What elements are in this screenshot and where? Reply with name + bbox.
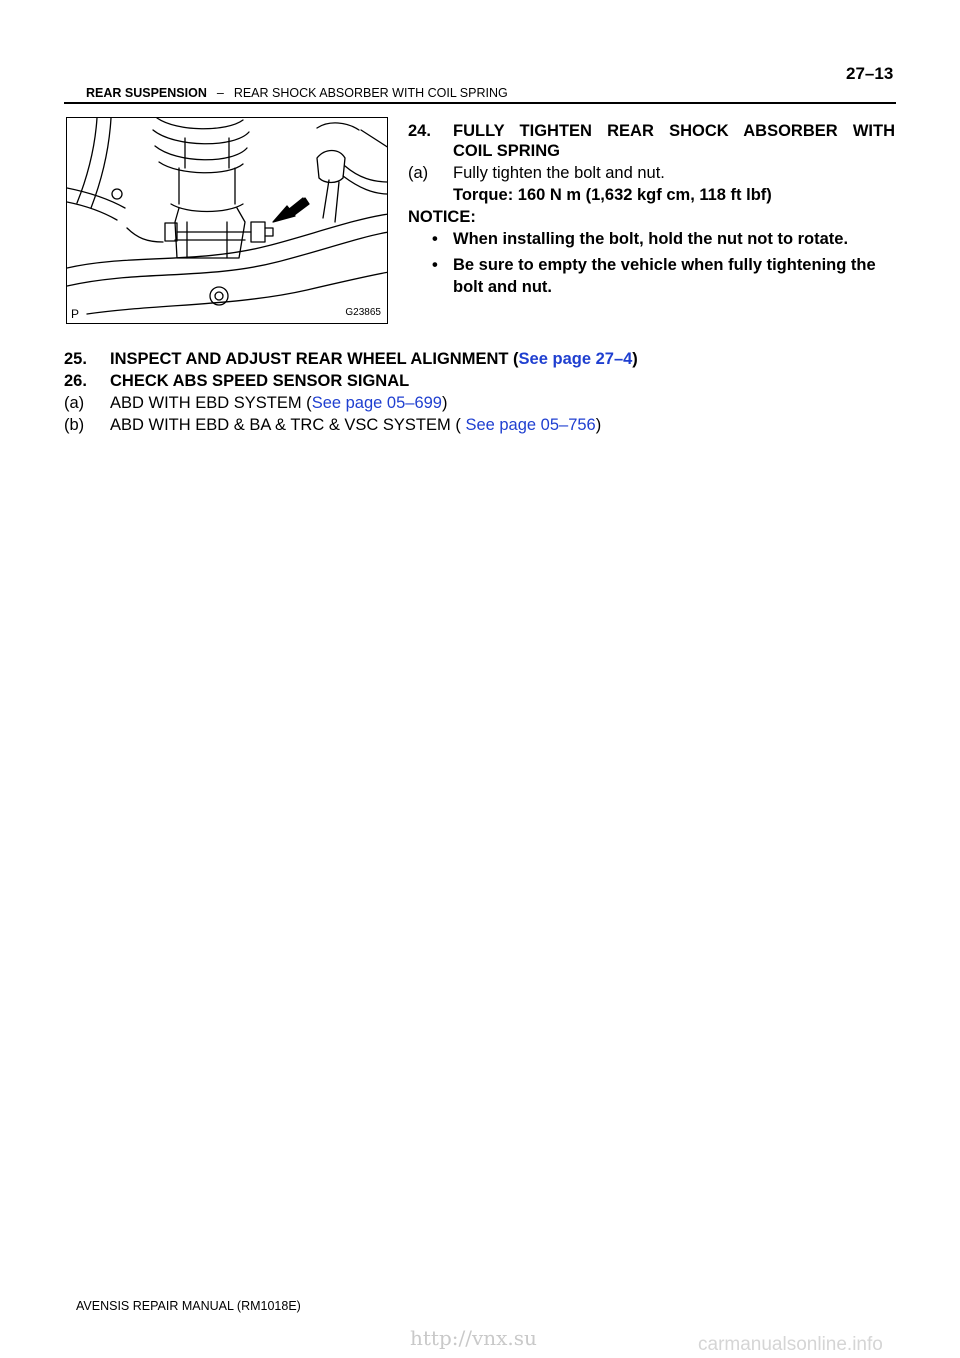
link-page-05-699[interactable]: See page 05–699	[311, 394, 442, 412]
step-25-number: 25.	[64, 350, 87, 368]
torque-spec: Torque: 160 N m (1,632 kgf cm, 118 ft lbf)	[453, 186, 772, 204]
step-25-text: INSPECT AND ADJUST REAR WHEEL ALIGNMENT (	[110, 350, 519, 368]
step-24-title-line2: COIL SPRING	[453, 142, 560, 160]
subsection-title: REAR SHOCK ABSORBER WITH COIL SPRING	[233, 86, 508, 100]
notice-bullet-2-line1: Be sure to empty the vehicle when fully tightening the	[453, 256, 876, 274]
link-page-05-756[interactable]: See page 05–756	[465, 416, 596, 434]
step-26b-line	[110, 416, 601, 435]
notice-label: NOTICE:	[408, 208, 476, 226]
step-24-number: 24.	[408, 122, 431, 140]
running-header	[86, 86, 508, 100]
footer-manual-id: AVENSIS REPAIR MANUAL (RM1018E)	[76, 1299, 301, 1313]
notice-bullet-2-line2: bolt and nut.	[453, 278, 552, 296]
figure-corner-mark: P	[71, 307, 80, 321]
step-26-number: 26.	[64, 372, 87, 390]
step-24a-label: (a)	[408, 164, 429, 182]
step-26a-label: (a)	[64, 394, 85, 412]
step-26a-line	[110, 394, 447, 413]
page-number: 27–13	[846, 64, 894, 83]
step-24a-text: Fully tighten the bolt and nut.	[453, 164, 665, 182]
link-page-27-4[interactable]: See page 27–4	[518, 350, 633, 368]
step-26a-text: ABD WITH EBD SYSTEM (	[110, 394, 312, 412]
shock-absorber-illustration	[66, 117, 388, 324]
step-26b-text: ABD WITH EBD & BA & TRC & VSC SYSTEM (	[110, 416, 466, 434]
step-25-line	[110, 350, 638, 369]
bullet-2-marker: •	[432, 256, 438, 274]
header-rule	[64, 102, 896, 104]
step-26-text: CHECK ABS SPEED SENSOR SIGNAL	[110, 372, 410, 390]
notice-bullet-1: When installing the bolt, hold the nut not to rotate.	[453, 230, 849, 248]
step-26b-label: (b)	[64, 416, 85, 434]
step-26a-close: )	[441, 394, 448, 412]
bullet-1-marker: •	[432, 230, 438, 248]
section-title: REAR SUSPENSION	[86, 86, 207, 100]
illustration-drawing	[67, 118, 388, 324]
header-separator: –	[216, 86, 224, 100]
figure-id: G23865	[345, 307, 381, 318]
step-24-title-line1: FULLY TIGHTEN REAR SHOCK ABSORBER WITH	[453, 122, 895, 140]
watermark-vnx: http://vnx.su	[410, 1326, 537, 1350]
watermark-carmanualsonline: carmanualsonline.info	[698, 1334, 883, 1355]
step-26b-close: )	[595, 416, 602, 434]
step-25-close: )	[632, 350, 638, 368]
